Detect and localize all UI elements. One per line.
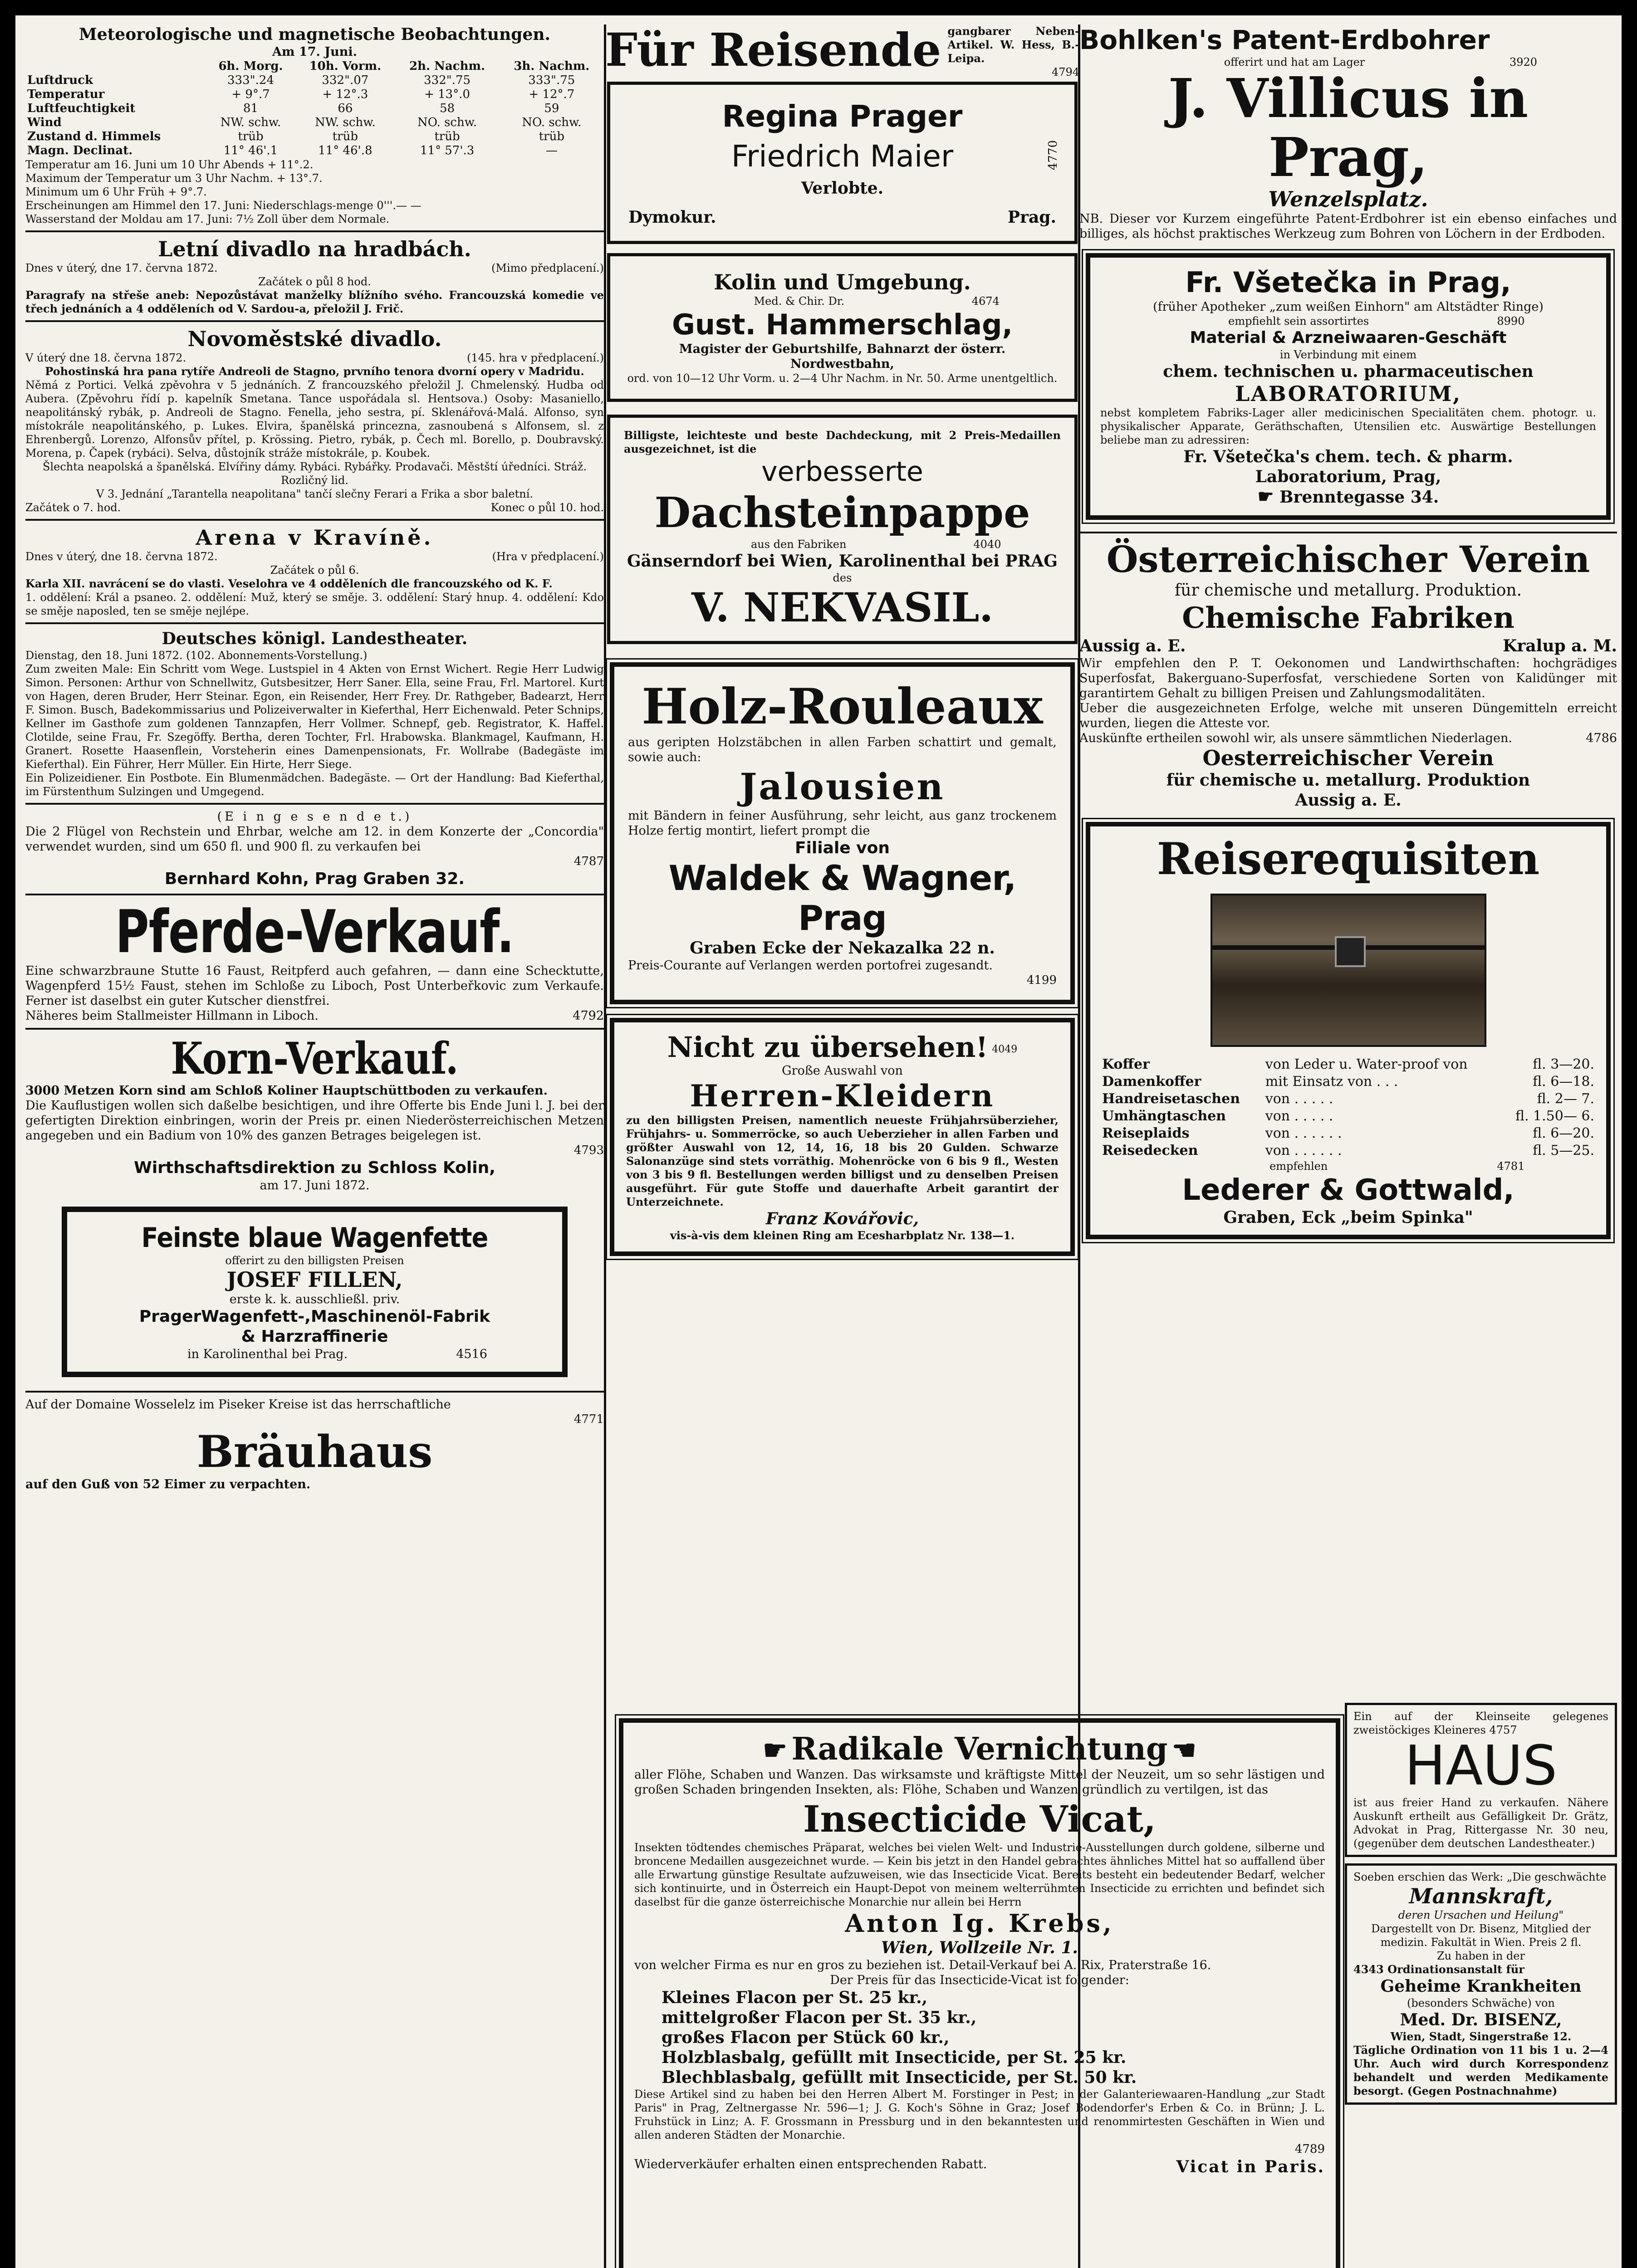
reise-cell: von . . . . . — [1265, 1108, 1333, 1124]
mann-bisenz: Med. Dr. BISENZ, — [1400, 2010, 1562, 2029]
krebs-dealers: Diese Artikel sind zu haben bei den Herren Albert M. Forstinger in Pest; in der Galanteriewaaren-Handlung „zur Stadt Paris" in Prag, Zeltnergasse Nr. 596—1; J. G. Koch's Söhne in Graz; Josef Bodendorfer's Erben & Co. in Brünn; J. L. Fruhstück in Linz; A. F. Grossmann in Pressburg und in den bekanntesten und renommirtesten Geschäften in Wien und allen anderen Städten der Monarchie. — [634, 2088, 1325, 2141]
letni-body: Paragrafy na střeše aneb: Nepozůstávat manželky blížního svého. Francouzská komedie ve třech jednáních a 4 odděleních od V. Sardou-a, přeložil J. Frič. — [25, 288, 604, 315]
meteo-cell: 66 — [338, 102, 353, 115]
arena-note: (Hra v předplacení.) — [492, 550, 604, 563]
mann-geh-sub: (besonders Schwäche) von — [1407, 1997, 1555, 2009]
meteo-row — [25, 102, 604, 116]
chem-aussig: Aussig a. E. — [1079, 636, 1186, 655]
reisende-header — [605, 24, 1079, 79]
nicht-body: zu den billigsten Preisen, namentlich neueste Frühjahrsüberzieher, Frühjahrs- u. Sommerröcke, so auch Ueberzieher in allen Farben und größter Auswahl von 12, 14, 16, 18 bis 20 Gulden. Schwarze Salonanzüge sind stets vorräthig. Mohenröcke von 6 bis 9 fl., Westen von 3 bis 9 fl. Bestellungen werden billigst und zu denselben Preisen ausgeführt. Für gute Stoffe und dauerhafte Arbeit garantirt der Unterzeichnete. — [626, 1114, 1059, 1208]
chem-title: Chemische Fabriken — [1182, 601, 1514, 635]
verl-regina: Regina Prager — [722, 99, 963, 134]
divider — [25, 1028, 604, 1030]
mann-number: 4343 — [1353, 1963, 1384, 1976]
meteo-cell: + 9°.7 — [231, 88, 270, 101]
meteo-header-cell: 6h. Morg. — [218, 59, 283, 73]
price-item: großes Flacon per Stück 60 kr., — [662, 2028, 950, 2047]
radikal-title: Radikale Vernichtung — [791, 1731, 1168, 1767]
dach-verb: verbesserte — [761, 456, 923, 488]
fett-line2: PragerWagenfett-,Maschinenöl-Fabrik — [139, 1307, 490, 1326]
trunk-illustration — [1211, 894, 1486, 1047]
reisende-number: 4794 — [1051, 66, 1079, 78]
korn-body2: Die Kauflustigen wollen sich daßelbe besichtigen, und ihre Offerte bis Ende Juni l. J. bei der gefertigten Direktion einbringen, worin der Preis pr. einen Niederösterreichischen Metzen angegeben und ein Badium von 10% des ganzen Betrages beigelegen ist. — [25, 1099, 604, 1143]
vset-sub: (früher Apotheker „zum weißen Einhorn" am Altstädter Ringe) — [1153, 300, 1544, 314]
nicht-head — [626, 1031, 1059, 1063]
vset-verb: in Verbindung mit einem — [1279, 348, 1417, 361]
kolin-number: 4674 — [971, 295, 1000, 308]
radikal-head — [634, 1731, 1325, 1767]
meteo-notes — [25, 158, 604, 226]
reise-cell: von . . . . . . — [1265, 1143, 1342, 1158]
oest-body2: Ueber die ausgezeichneten Erfolge, welche mit unseren Düngemitteln erreicht wurden, liegen die Atteste vor. — [1079, 701, 1617, 730]
meteo-header-cell: 3h. Nachm. — [514, 59, 590, 73]
brau-body: Auf der Domaine Wosselelz im Piseker Kreise ist das herrschaftliche — [25, 1398, 451, 1412]
reise-row — [1100, 1142, 1596, 1159]
reise-title: Reiserequisiten — [1157, 833, 1540, 885]
meteo-header-cell — [25, 59, 206, 73]
arena-start: Začátek o půl 6. — [270, 564, 359, 577]
radikal-body: aller Flöhe, Schaben und Wanzen. Das wirksamste und kräftigste Mittel der Neuzeit, um so sehr lästigen und großen Schaden bringenden Insekten, als: Flöhe, Schaben und Wanzen gründlich zu vertilgen, ist das — [634, 1768, 1325, 1797]
meteo-note: Erscheinungen am Himmel den 17. Juni: Niederschlags-menge 0'''.— — — [25, 199, 422, 212]
novo-guest: Pohostinská hra pana rytíře Andreoli de Stagno, prvního tenora dvorní opery v Madridu. — [45, 365, 584, 378]
insect-body: Insekten tödtendes chemisches Präparat, welches bei vielen Welt- und Industrie-Ausstellungen durch goldene, silberne und broncene Medaillen ausgezeichnet wurde. — Kein bis jetzt in den Handel gebrachtes ähnliches Mittel hat so auffallend über alle Erwartung günstige Resultate aufzuweisen, wie das Insecticide Vicat. Bereits besteht ein bedeutender Bedarf, welcher sich kontinuirte, und in Österreich ein Haupt-Depot von meinem welterrühmten Insecticide zu errichten und befindet sich daselbst für die ganze österreichische Monarchie nur allein bei Herrn — [634, 1841, 1325, 1908]
reise-cell: von . . . . . . — [1265, 1125, 1342, 1141]
reise-cell: Handreisetaschen — [1102, 1091, 1240, 1107]
meteo-cell: + 12°.3 — [322, 88, 368, 101]
brau-number: 4771 — [573, 1413, 604, 1426]
novo-note: (145. hra v předplacení.) — [466, 352, 604, 364]
reise-cell: von Leder u. Water-proof von — [1265, 1056, 1468, 1072]
fluegel-body: Die 2 Flügel von Rechstein und Ehrbar, welche am 12. in dem Konzerte der „Concordia" verwendet wurden, sind um 650 fl. und 900 fl. zu verkaufen bei — [25, 825, 604, 854]
reise-row — [1100, 1090, 1596, 1108]
reise-cell: fl. 6—18. — [1533, 1074, 1594, 1090]
holz-filiale: Filiale von — [794, 839, 890, 857]
meteo-cell: 11° 46'.8 — [318, 144, 372, 157]
letni-start: Začátek o půl 8 hod. — [258, 275, 371, 288]
verlobte-ad — [607, 82, 1078, 244]
divider — [25, 519, 604, 521]
holz-title: Holz-Rouleaux — [642, 678, 1043, 735]
letni-date-text: Dnes v úterý, dne 17. června 1872. — [25, 262, 218, 274]
krebs-address: Wien, Wollzeile Nr. 1. — [881, 1938, 1078, 1957]
korn-sign: Wirthschaftsdirektion zu Schloss Kolin, — [134, 1158, 495, 1177]
meteo-note: Temperatur am 16. Juni um 10 Uhr Abends + 11°.2. — [25, 158, 314, 171]
meteo-note: Maximum der Temperatur um 3 Uhr Nachm. + 13°.7. — [25, 172, 323, 185]
dach-ad — [607, 415, 1078, 644]
divider — [25, 622, 604, 624]
reise-cell: Reiseplaids — [1102, 1125, 1190, 1141]
fett-line1: erste k. k. ausschließl. priv. — [229, 1292, 400, 1306]
oest-sign2: für chemische u. metallurg. Produktion — [1166, 771, 1530, 790]
deutsch-body: Zum zweiten Male: Ein Schritt vom Wege. Lustspiel in 4 Akten von Ernst Wichert. Regie Herr Ludwig Simon. Personen: Arthur von Schnellwitz, Gutsbesitzer, Herr Saner. Ella, seine Frau, Frl. Martorel. Kurt von Hagen, deren Bruder, Herr Steinar. Egon, ein Reisender, Herr Frey. Dr. Rathgeber, Badearzt, Herr F. Simon. Busch, Badekommissarius und Polizeiverwalter in Kieferthal, Herr Eichenwald. Peter Schnips, Kellner im Gasthofe zum goldenen Tannzapfen, Herr Vollmer. Schnepf, geb. Registrator, K. Haffel. Clotilde, seine Frau, Fr. Szegöffy. Bertha, deren Tochter, Frl. Hrabowska. Blankmagel, Kaufmann, H. Granert. Rosette Haasenflein, Vorsteherin eines Damenpensionats, Fr. Wollrabe (Badegäste im Kieferthal). Ein Führer, Herr Müller. Ein Hirte, Herr Siege. — [25, 663, 604, 771]
brau-title: Bräuhaus — [196, 1426, 433, 1477]
reise-emp-row — [1100, 1159, 1596, 1173]
korn-body: 3000 Metzen Korn sind am Schloß Koliner Hauptschüttboden zu verkaufen. — [25, 1084, 548, 1098]
holz-body: aus geripten Holzstäbchen in allen Farben schattirt und gemalt, sowie auch: — [628, 735, 1057, 764]
divider — [25, 230, 604, 232]
chem-kralup: Kralup a. M. — [1503, 636, 1617, 655]
deutsch-date: Dienstag, den 18. Juni 1872. (102. Abonnements-Vorstellung.) — [25, 649, 368, 662]
korn-date: am 17. Juni 1872. — [260, 1178, 370, 1193]
meteo-row — [25, 144, 604, 158]
vset-lab: LABORATORIUM, — [1235, 381, 1462, 406]
meteo-table — [25, 59, 604, 158]
mann-ord-row — [1353, 1963, 1608, 1976]
haus-body: ist aus freier Hand zu verkaufen. Nähere Auskunft ertheilt aus Gefälligkeit Dr. Grätz, Advokat in Prag, Rittergasse Nr. 30 neu, (gegenüber dem deutschen Landestheater.) — [1353, 1796, 1608, 1850]
kolin-hours: ord. von 10—12 Uhr Vorm. u. 2—4 Uhr Nachm. in Nr. 50. Arme unentgeltlich. — [627, 372, 1058, 385]
verl-number: 4770 — [1046, 140, 1060, 171]
holz-graben: Graben Ecke der Nekazalka 22 n. — [690, 938, 995, 958]
novo-start: Začátek o 7. hod. — [25, 501, 121, 514]
meteo-row — [25, 116, 604, 130]
eingesendet: (E i n g e s e n d e t.) — [217, 810, 412, 824]
fett-sub: offerirt zu den billigsten Preisen — [225, 1254, 404, 1267]
meteo-cell: 11° 57'.3 — [420, 144, 475, 157]
mann-ord: Ordinationsanstalt für — [1387, 1963, 1524, 1976]
meteo-title: Meteorologische und magnetische Beobachtungen. — [78, 25, 551, 44]
jal-body: mit Bändern in feiner Ausführung, sehr leicht, aus ganz trockenem Holze fertig montirt, liefert prompt die — [628, 809, 1057, 838]
verl-prag: Prag. — [1007, 208, 1056, 227]
novo-date-text: V úterý dne 18. června 1872. — [25, 352, 186, 364]
kohn-address: Bernhard Kohn, Prag Graben 32. — [164, 870, 465, 888]
reise-emp: empfehlen — [1269, 1160, 1328, 1173]
novo-body2: Šlechta neapolská a španělská. Elvířiny dámy. Rybáci. Rybářky. Prodavači. Městští úředníci. Stráž. Rozličný lid. — [43, 460, 587, 487]
deutsch-body2: Ein Polizeidiener. Ein Postbote. Ein Blumenmädchen. Badegäste. — Ort der Handlung: Bad Kieferthal, im Fürstenthum Sulzingen und Umgegend. — [25, 772, 604, 798]
jal-title: Jalousien — [740, 765, 945, 808]
verl-verlobte: Verlobte. — [801, 179, 884, 198]
novo-title: Novoměstské divadlo. — [187, 327, 442, 351]
reise-table — [1100, 1056, 1596, 1159]
reisende-side — [941, 24, 1079, 79]
meteo-cell: 332".75 — [424, 73, 471, 87]
pferde-number: 4792 — [573, 1009, 604, 1023]
fett-number: 4516 — [456, 1347, 487, 1361]
dach-place: Gänserndorf bei Wien, Karolinenthal bei PRAG — [627, 552, 1058, 571]
letni-note: (Mimo předplacení.) — [491, 262, 604, 274]
verl-friedrich: Friedrich Maier — [731, 139, 954, 174]
divider — [25, 894, 604, 895]
meteo-cell: 58 — [440, 102, 455, 115]
meteo-row — [25, 130, 604, 144]
haus-title: HAUS — [1404, 1735, 1558, 1798]
haus-ad — [1345, 1703, 1617, 1857]
arena-date-text: Dnes v úterý, dne 18. června 1872. — [25, 550, 218, 563]
meteo-cell: Magn. Declinat. — [27, 144, 133, 157]
mann-wien: Wien, Stadt, Singerstraße 12. — [1390, 2030, 1572, 2043]
meteo-cell: + 13°.0 — [424, 88, 471, 101]
meteo-note: Minimum um 6 Uhr Früh + 9°.7. — [25, 186, 207, 198]
divider — [25, 320, 604, 322]
deutsch-title: Deutsches königl. Landestheater. — [162, 629, 468, 648]
vset-emp-row — [1100, 314, 1596, 328]
bohlken-number: 3920 — [1510, 56, 1538, 68]
price-list — [634, 1988, 1325, 2087]
divider — [25, 803, 604, 805]
price-item: mittelgroßer Flacon per St. 35 kr., — [662, 2008, 977, 2027]
verl-places — [628, 207, 1056, 227]
korn-number: 4793 — [573, 1144, 604, 1157]
bohlken-sub: offerirt und hat am Lager — [1224, 56, 1365, 68]
nicht-ad — [610, 1018, 1075, 1256]
kolin-small-row — [627, 294, 1058, 308]
oest-number: 4786 — [1586, 731, 1617, 745]
meteo-cell: 332".07 — [322, 73, 369, 87]
reise-cell: Koffer — [1102, 1056, 1150, 1072]
wagenfett-ad — [62, 1207, 568, 1377]
holz-ad — [610, 662, 1075, 1004]
meteo-cell: — — [545, 144, 558, 157]
pointing-hand-icon: ☛ — [1257, 486, 1274, 507]
reise-cell: Damenkoffer — [1102, 1074, 1201, 1090]
korn-title: Korn-Verkauf. — [171, 1033, 459, 1084]
verl-dymokur: Dymokur. — [628, 208, 716, 227]
reise-cell: Reisedecken — [1102, 1143, 1198, 1158]
brau-last: auf den Guß von 52 Eimer zu verpachten. — [25, 1477, 311, 1491]
nicht-kovarovic: Franz Kovářovic, — [765, 1209, 919, 1228]
reise-cell: fl. 1.50— 6. — [1515, 1108, 1594, 1124]
vset-chem: chem. technischen u. pharmaceutischen — [1163, 362, 1534, 381]
novo-body3: V 3. Jednání „Tarantella neapolitana" tančí slečny Ferari a Frika a sbor baletní. — [96, 488, 533, 500]
vset-material: Material & Arzneiwaaren-Geschäft — [1190, 328, 1507, 347]
mann-by: Dargestellt von Dr. Bisenz, Mitglied der medizin. Fakultät in Wien. Preis 2 fl. — [1371, 1922, 1591, 1949]
mann-sub: deren Ursachen und Heilung" — [1398, 1909, 1564, 1921]
arena-body: Karla XII. navrácení se do vlasti. Veselohra ve 4 odděleních dle francouzského od K. F. — [25, 577, 553, 590]
meteo-date: Am 17. Juni. — [272, 45, 357, 59]
pferde-title: Pferde-Verkauf. — [115, 897, 514, 966]
novo-times — [25, 501, 604, 514]
dach-name: V. NEKVASIL. — [691, 584, 994, 631]
pointing-hand-icon: ☛ — [763, 1735, 788, 1766]
divider — [1079, 532, 1617, 533]
oest-sign3: Aussig a. E. — [1295, 791, 1402, 810]
meteo-cell: trüb — [434, 130, 460, 143]
holz-number: 4199 — [1026, 973, 1057, 987]
krebs-body: von welcher Firma es nur en gros zu beziehen ist. Detail-Verkauf bei A. Rix, Praterstraße 16. — [634, 1958, 1211, 1972]
reise-cell: fl. 5—25. — [1533, 1143, 1594, 1158]
price-item: Blechblasbalg, gefüllt mit Insecticide, per St. 50 kr. — [662, 2068, 1137, 2087]
vset-number: 8990 — [1497, 315, 1525, 327]
vset-addr3-row — [1100, 487, 1596, 507]
villicus-wenzels: Wenzelsplatz. — [1268, 187, 1428, 211]
reise-row — [1100, 1125, 1596, 1142]
kolin-head: Kolin und Umgebung. — [714, 270, 971, 294]
dach-aus: aus den Fabriken — [750, 538, 847, 551]
vset-addr1: Fr. Všetečka's chem. tech. & pharm. — [1183, 447, 1513, 466]
reise-number: 4781 — [1497, 1160, 1525, 1173]
meteo-cell: 11° 46'.1 — [223, 144, 278, 157]
nicht-herren: Herren-Kleidern — [690, 1078, 995, 1114]
oest-body3: Auskünfte ertheilen sowohl wir, als unsere sämmtlichen Niederlagen. — [1079, 731, 1512, 745]
arena-body2: 1. oddělení: Král a psaneo. 2. oddělení: Muž, který se směje. 3. oddělení: Starý hnup. 4. oddělení: Kdo se směje naposled, ten se směje nejlépe. — [25, 591, 604, 617]
reise-cell: mit Einsatz von . . . — [1265, 1074, 1398, 1090]
dach-number: 4040 — [973, 538, 1001, 551]
nicht-sub: Große Auswahl von — [782, 1064, 903, 1078]
fett-name: JOSEF FILLEN, — [226, 1267, 403, 1292]
krebs-footer — [634, 2157, 1325, 2176]
arena-title: Arena v Kravíně. — [196, 525, 434, 550]
meteo-cell: NO. schw. — [522, 116, 582, 129]
fluegel-number: 4787 — [573, 855, 604, 868]
kolin-small: Med. & Chir. Dr. — [754, 295, 845, 308]
novo-date — [25, 351, 604, 365]
dach-title: Dachsteinpappe — [654, 488, 1030, 537]
mann-ord-body: Tägliche Ordination von 11 bis 1 u. 2—4 Uhr. Auch wird durch Korrespondenz behandelt und werden Medikamente besorgt. (Gegen Postnachnahme) — [1353, 2043, 1608, 2097]
oest-body3-row — [1079, 731, 1617, 746]
haus-intro: Ein auf der Kleinseite gelegenes zweistöckiges Kleineres — [1353, 1710, 1608, 1736]
krebs-preis: Der Preis für das Insecticide-Vicat ist folgender: — [830, 1973, 1129, 1987]
reise-cell: fl. 2— 7. — [1537, 1091, 1594, 1107]
reise-ad — [1086, 822, 1611, 1239]
oest-title: Österreichischer Verein — [1106, 538, 1590, 581]
meteo-cell: trüb — [539, 130, 564, 143]
mann-head: Soeben erschien das Werk: „Die geschwächte — [1353, 1871, 1607, 1883]
mann-geh: Geheime Krankheiten — [1380, 1977, 1582, 1996]
haus-number: 4757 — [1489, 1724, 1517, 1736]
haus-intro-row — [1353, 1710, 1608, 1737]
krebs-number: 4789 — [1294, 2142, 1325, 2156]
newspaper-page — [15, 15, 1622, 2268]
reise-cell: Umhängtaschen — [1102, 1108, 1226, 1124]
oest-body: Wir empfehlen den P. T. Oekonomen und Landwirthschaften: hochgrädiges Superfosfat, Bakerguano-Superfosfat, verschiedene Sorten von Kalidünger mit garantirtem Gehalt zu billigen Preisen und Zahlungsmodalitäten. — [1079, 656, 1617, 700]
chem-places — [1079, 636, 1617, 656]
dach-intro: Billigste, leichteste und beste Dachdeckung, mit 2 Preis-Medaillen ausgezeichnet, ist die — [624, 429, 1061, 455]
reisende-title: Für Reisende — [605, 24, 941, 77]
radikal-ad — [619, 1718, 1340, 2268]
vset-addr2: Laboratorium, Prag, — [1255, 467, 1441, 486]
reise-row — [1100, 1056, 1596, 1073]
krebs-wieder: Wiederverkäufer erhalten einen entsprechenden Rabatt. — [634, 2157, 987, 2171]
meteo-cell: NW. schw. — [315, 116, 376, 129]
reise-cell: fl. 3—20. — [1533, 1056, 1594, 1072]
nicht-number: 4049 — [992, 1044, 1018, 1055]
pferde-body: Eine schwarzbraune Stutte 16 Faust, Reitpferd auch gefahren, — dann eine Schecktutte, Wagenpferd 15½ Faust, stehen im Schloße zu Liboch, Post Unterbeřkovic zum Verkaufe. Ferner ist daselbst ein guter Kutscher dienstfrei. — [25, 964, 604, 1008]
krebs-name: Anton Ig. Krebs, — [845, 1909, 1114, 1938]
price-item: Kleines Flacon per St. 25 kr., — [662, 1988, 928, 2007]
oest-sign1: Oesterreichischer Verein — [1202, 746, 1494, 770]
vset-addr3: Brenntegasse 34. — [1279, 488, 1439, 507]
pferde-last-text: Näheres beim Stallmeister Hillmann in Liboch. — [25, 1009, 319, 1023]
meteo-header-cell: 2h. Nachm. — [409, 59, 485, 73]
villicus-title: J. Villicus in Prag, — [1168, 67, 1529, 189]
reise-lederer: Lederer & Gottwald, — [1182, 1173, 1514, 1207]
mann-zu: Zu haben in der — [1437, 1950, 1525, 1962]
nicht-title: Nicht zu übersehen! — [667, 1031, 988, 1064]
meteo-row — [25, 88, 604, 102]
meteo-header-cell: 10h. Vorm. — [309, 59, 382, 73]
arena-date — [25, 550, 604, 563]
meteo-cell: Temperatur — [27, 88, 105, 101]
oest-sub: für chemische und metallurg. Produktion. — [1174, 581, 1522, 600]
kolin-title: Magister der Geburtshilfe, Bahnarzt der österr. Nordwestbahn, — [679, 342, 1006, 371]
pferde-last — [25, 1008, 604, 1023]
reisende-side-text: gangbarer Neben-Artikel. W. Hess, B.-Leipa. — [947, 24, 1079, 65]
meteo-cell: Wind — [27, 116, 62, 129]
meteo-body — [25, 73, 604, 158]
villicus-body: NB. Dieser vor Kurzem eingeführte Patent-Erdbohrer ist ein ebenso einfaches und billiges, als höchst praktisches Werkzeug zum Bohren von Löchern in der Erdboden. — [1079, 212, 1617, 241]
meteo-cell: NW. schw. — [220, 116, 281, 129]
novo-body: Němá z Portici. Velká zpěvohra v 5 jednáních. Z francouzského přeložil J. Chmelenský. Hudba od Aubera. (Zpěvohru řídí p. kapelník Smetana. Tance uspořádala sl. Hentsova.) Osoby: Masaniello, neapolitánský rybák, p. Andreoli de Stagno. Fenella, jeho sestra, pí. Sklenářová-Malá. Alfonso, syn místokrále neapolitánského, p. Lukes. Elvira, španělská princezna, zasnoubená s Alfonsem, sl. z Ehrenbergů. Lorenzo, Alfonsův přítel, p. Krössing. Pietro, rybák, p. Čech ml. Borello, p. Doubravský. Morena, p. Čapek (rybáci). Selva, důstojník stráže místokrále, p. Koubek. — [25, 379, 604, 459]
pointing-hand-icon: ☚ — [1171, 1735, 1196, 1766]
divider — [25, 1391, 604, 1393]
novo-end: Konec o půl 10. hod. — [490, 501, 604, 514]
meteo-cell: Zustand d. Himmels — [27, 130, 161, 143]
reise-row — [1100, 1073, 1596, 1090]
reise-cell: von . . . . . — [1265, 1091, 1333, 1107]
fett-title: Feinste blaue Wagenfette — [141, 1222, 488, 1254]
vsetecka-ad — [1086, 253, 1611, 520]
meteo-cell: 333".75 — [528, 73, 575, 87]
mann-title: Mannskraft, — [1409, 1884, 1553, 1908]
fett-line4: in Karolinenthal bei Prag. — [187, 1347, 348, 1361]
column-left — [25, 24, 604, 2268]
meteo-header-row — [25, 59, 604, 73]
vset-body: nebst kompletem Fabriks-Lager aller medicinischen Specialitäten chem. photogr. u. physikalischer Apparate, Geräthschaften, Utensilien etc. Auswärtige Bestellungen beliebe man zu adressiren: — [1100, 406, 1596, 446]
vset-emp: empfiehlt sein assortirtes — [1228, 315, 1369, 327]
meteo-cell: NO. schw. — [417, 116, 477, 129]
bohlken-title: Bohlken's Patent-Erdbohrer — [1079, 24, 1490, 55]
meteo-cell: + 12°.7 — [529, 88, 575, 101]
fett-line4-row — [79, 1347, 550, 1362]
meteo-cell: 333".24 — [227, 73, 274, 87]
kolin-ad — [607, 253, 1078, 402]
meteo-cell: trüb — [332, 130, 358, 143]
meteo-row — [25, 73, 604, 88]
dach-des: des — [833, 572, 852, 584]
dach-aus-row — [624, 538, 1061, 551]
meteo-note: Wasserstand der Moldau am 17. Juni: 7½ Zoll über dem Normale. — [25, 213, 390, 225]
meteo-cell: 81 — [243, 102, 259, 115]
mann-ad — [1345, 1863, 1617, 2105]
meteo-cell: 59 — [544, 102, 559, 115]
reise-body — [1100, 1056, 1596, 1159]
letni-title: Letní divadlo na hradbách. — [158, 237, 471, 261]
right-bottom-ads — [1345, 1703, 1617, 2268]
nicht-address: vis-à-vis dem kleinen Ring am Ecesharbplatz Nr. 138—1. — [670, 1229, 1015, 1242]
holz-preis: Preis-Courante auf Verlangen werden portofrei zugesandt. — [628, 958, 993, 973]
holz-waldek: Waldek & Wagner, Prag — [668, 858, 1016, 938]
insect-title: Insecticide Vicat, — [803, 1798, 1156, 1840]
price-item: Holzblasbalg, gefüllt mit Insecticide, per St. 25 kr. — [662, 2048, 1127, 2067]
krebs-vicat: Vicat in Paris. — [1176, 2157, 1325, 2176]
letni-date — [25, 261, 604, 275]
reise-cell: fl. 6—20. — [1533, 1125, 1594, 1141]
meteo-cell: Luftfeuchtigkeit — [27, 102, 136, 115]
meteo-cell: Luftdruck — [27, 73, 93, 87]
fett-line3: & Harzraffinerie — [241, 1327, 388, 1346]
kolin-name: Gust. Hammerschlag, — [671, 308, 1013, 341]
reise-address: Graben, Eck „beim Spinka" — [1223, 1208, 1473, 1227]
meteo-cell: trüb — [238, 130, 264, 143]
reise-row — [1100, 1108, 1596, 1125]
vset-title: Fr. Všetečka in Prag, — [1185, 266, 1511, 299]
